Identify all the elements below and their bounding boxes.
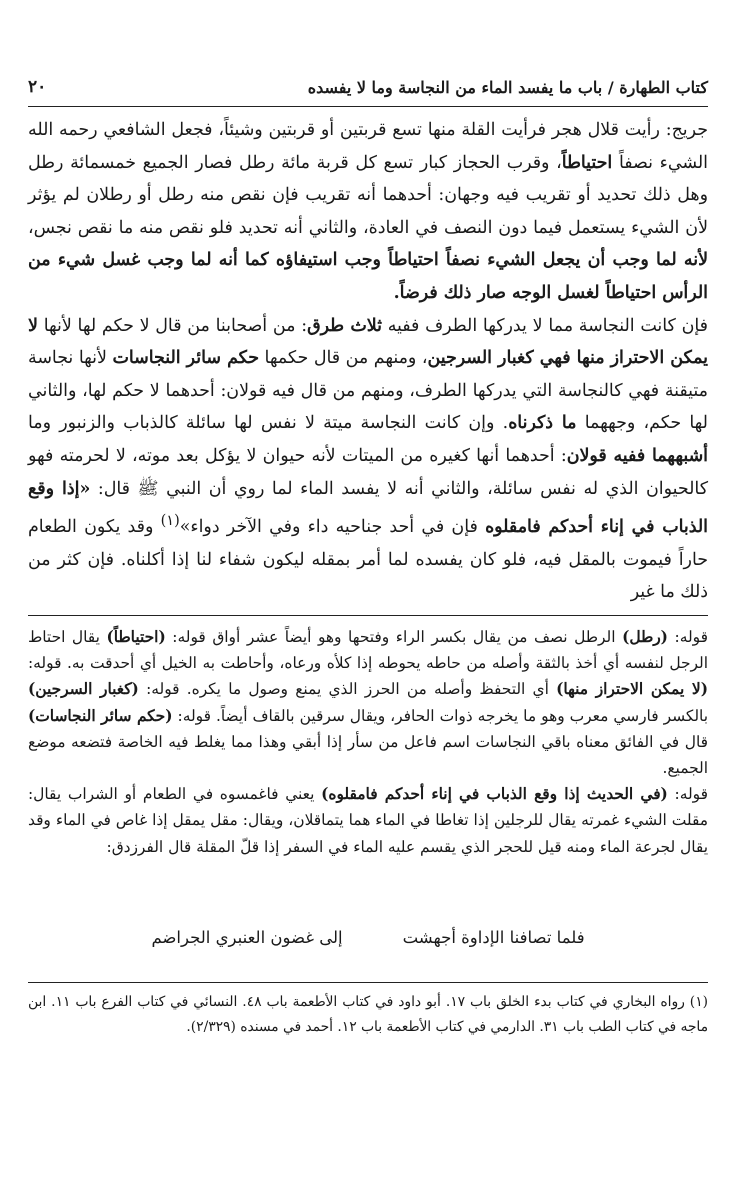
text-run: أي التحفظ وأصله من الحرز الذي يمنع وصول ما يكره. قوله: [138,680,557,699]
text-run: الرطل نصف من يقال بكسر الراء وفتحها وهو أيضاً عشر أواق قوله: [165,628,623,646]
text-run: قال في الفائق معناه باقي النجاسات اسم فاعل من سأر إذا أبقي وهذا مما يغلط فيه الخاصة فتضعه موضع الجميع. [28,732,708,778]
main-paragraph-1 [28,114,708,310]
bold-term: ما ذكرناه [508,413,577,434]
bold-term: لا يمكن الاحتراز منها فهي كغبار السرجين [28,315,709,369]
commentary-paragraph-2 [28,781,708,860]
text-run: : أحدهما أنها كغيره من الميتات لأنه حيوان لا يؤكل بعد موته، لا لحرمته فهو كالحيوان الذي له نفس سائلة، والثاني أنه لا يفسد الماء لما روي أن النبي ﷺ قال: [28,445,708,499]
footnote [28,990,708,1040]
page-number: ٢٠ [28,77,47,97]
glossed-term: (لا يمكن الاحتراز منها) [556,680,708,699]
footnote-1 [28,990,708,1040]
commentary-separator [28,615,708,616]
text-run: قوله: [667,785,708,804]
glossed-term: (كغبار السرجين) [28,680,139,699]
glossed-term: (في الحديث إذا وقع الذباب في إناء أحدكم فامقلوه) [321,785,668,804]
text-run: فإن في أحد جناحيه داء وفي الآخر دواء» [179,516,486,537]
text-run: بالكسر فارسي معرب وهو ما يخرجه ذوات الحافر، ويقال سرقين بالقاف أيضاً. قوله: [172,706,708,725]
verse-hemistich-1: فلما تصافنا الإداوة أجهشت [402,928,585,947]
text-run: قوله: [667,628,708,646]
text-run: يعني فاغمسوه في الطعام أو الشراب يقال: مقلت الشيء غمرته يقال للرجلين إذا تغاطا في الماء هما يتماقلان، ويقال: مقل يمقل إذا غاص في الماء وقد يقال لجرعة الماء ومنه قيل للحجر الذي يقسم عليه الماء في السفر إذا قلّ المقلة قال الفرزدق: [28,785,708,856]
poetry-verse [28,928,708,947]
page-header [28,72,708,102]
footnote-reference[interactable]: (١) [160,513,180,530]
footnote-text: رواه البخاري في كتاب بدء الخلق باب ١٧. أبو داود في كتاب الأطعمة باب ٤٨. النسائي في كتاب الفرع باب ١١. ابن ماجه في كتاب الطب باب ٣١. الدارمي في كتاب الأطعمة باب ١٢. أحمد في مسنده (٢/٣٢٩). [28,994,708,1035]
book-page [28,0,708,1178]
header-rule [28,106,708,107]
hadith-quote: «إذا وقع الذباب في إناء أحدكم فامقلوه [28,478,708,537]
text-run: . وإن كانت النجاسة ميتة لا نفس لها سائلة كالذباب والزنبور وما [28,413,509,434]
text-run: ، وقرب الحجاز كبار تسع كل قربة مائة رطل فصار الجميع خمسمائة رطل وهل ذلك تحديد أو تقريب فيه وجهان: أحدهما أنه تقريب فإن نقص منه رطل أو رطلان لم يؤثر لأن الشيء يستعمل فيما دون النصف في العادة، والثاني أنه تحديد فلو نقص منه ما نقص نجس، [28,152,708,238]
text-run: فإن كانت النجاسة مما لا يدركها الطرف ففيه [381,315,708,336]
commentary-paragraph-1 [28,624,708,781]
text-run: ، ومنهم من قال حكمها [259,348,428,369]
bold-term: احتياطاً [561,152,613,173]
bold-term: حكم سائر النجاسات [112,348,259,369]
bold-term: ثلاث طرق [307,315,382,336]
main-text [28,114,708,609]
bold-term: لأنه لما وجب أن يجعل الشيء نصفاً احتياطاً وجب استيفاؤه كما أنه لما وجب غسل شيء من الرأس احتياطاً لغسل الوجه صار ذلك فرضاً. [28,250,708,303]
glossed-term: (حكم سائر النجاسات) [28,706,173,725]
text-run: وقد يكون الطعام حاراً فيموت بالمقل فيه، فلو كان يفسده لما أمر بمقله ليكون شفاء لنا إذا أكلناه. فإن كثر من ذلك ما غير [28,516,708,603]
glossed-term: (احتياطاً) [106,628,166,646]
main-paragraph-2 [28,310,708,609]
footnote-separator [28,982,708,983]
text-run: يقال احتاط الرجل لنفسه أي أخذ بالثقة وأصله من حاطه يحوطه إذا كلأه ورعاه، وأحاطت به الخيل أي أحدقت به. قوله: [28,628,708,673]
running-head: كتاب الطهارة / باب ما يفسد الماء من النجاسة وما لا يفسده [307,77,708,97]
verse-hemistich-2: إلى غضون العنبري الجراضم [151,928,343,947]
glossed-term: (رطل) [622,628,668,646]
text-run: جريج: رأيت قلال هجر فرأيت القلة منها تسع قربتين أو قربتين وشيئاً، فجعل الشافعي رحمه الله الشيء نصفاً [28,120,708,173]
text-run: لأنها نجاسة متيقنة فهي كالنجاسة التي يدركها الطرف، ومنهم من قال فيه قولان: أحدهما لا حكم لها، والثاني لها حكم، وجههما [28,348,708,434]
bold-term: أشبههما ففيه قولان [566,445,708,466]
text-run: : من أصحابنا من قال لا حكم لها لأنها [37,315,308,336]
commentary-section [28,624,708,860]
footnote-mark: (١) [689,994,708,1010]
